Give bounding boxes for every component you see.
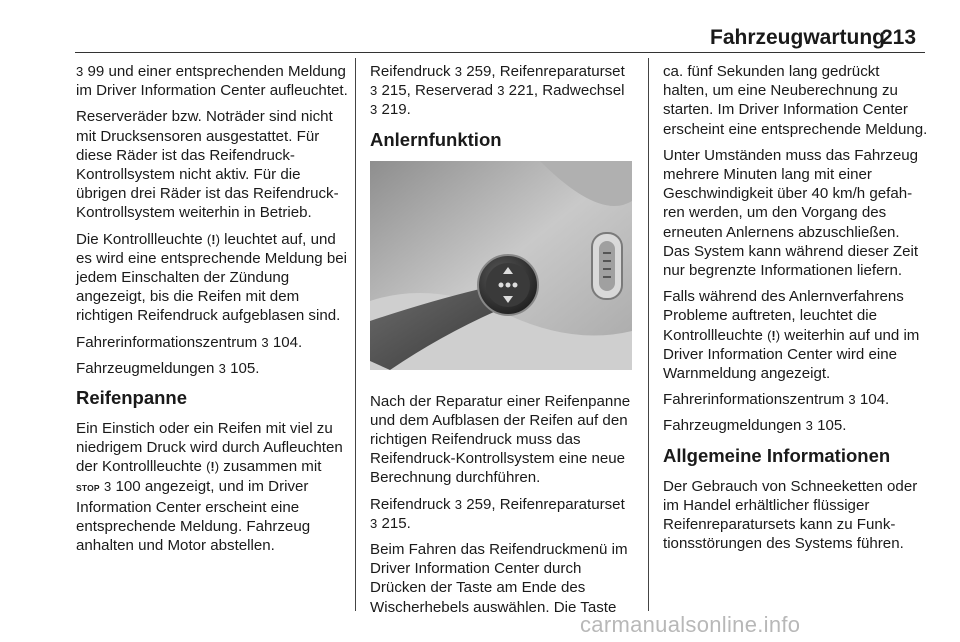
page-reference[interactable]: 259 [466,63,492,80]
page-reference-icon: 3 [104,478,112,494]
paragraph: Reifendruck 3 259, Reifenreparaturset 3 215, Reserverad 3 221, Radwechsel 3 219. [370,63,625,119]
paragraph: Nach der Reparatur einer Reifenpanne und dem Aufblasen der Reifen auf den richtigen Reifendruck muss das Reifendruck-Kontrollsystem eine neue Berechnung durchführen. [370,392,631,487]
page-reference[interactable]: 259 [466,495,492,513]
page-reference-icon: 3 [261,334,269,350]
column-3 [663,62,928,560]
paragraph: Der Gebrauch von Schneeketten oder im Handel erhältlicher flüssiger Reifenreparatursets kann zu Funktionsstörungen des Systems führen. [663,477,918,553]
page-reference-icon: 3 [454,496,462,512]
page-reference[interactable]: 105. [230,359,260,377]
tyre-pressure-warning-icon: (!) [206,459,220,475]
paragraph: Falls während des Anlernverfahrens Probleme auftreten, leuchtet die Kontrollleuchte (!) weiterhin auf und im Driver Information Center wird eine Warnmeldung angezeigt. [663,288,920,383]
page-reference-icon: 3 [454,64,462,79]
header-divider [75,52,925,53]
page-header [0,0,960,58]
wiper-lever-photo [370,161,632,370]
section-heading: Reifenpanne [76,387,188,409]
paragraph: Reifendruck 3 259, Reifenreparaturset 3 215. [370,495,625,532]
paragraph: Fahrerinformationszentrum 3 104. [663,391,890,409]
paragraph: ca. fünf Sekunden lang gedrückt halten, um eine Neuberechnung zu starten. Im Driver Information Center erscheint eine entsprechende Meldung. [663,63,928,138]
column-divider-1 [355,58,356,611]
paragraph: Fahrzeugmeldungen 3 105. [76,359,260,377]
paragraph: Ein Einstich oder ein Reifen mit viel zu niedrigem Druck wird durch Aufleuchten der Kontrollleuchte (!) zusammen mit STOP 3 100 angezeigt, und im Driver Information Center erscheint eine entsprechende Meldung. Fahrzeug anhalten und Motor abstellen. [76,420,343,555]
paragraph: Fahrzeugmeldungen 3 105. [663,417,847,435]
page-reference-icon: 3 [76,64,84,79]
page-reference[interactable]: 219. [381,101,411,119]
section-heading: Anlernfunktion [370,128,502,150]
watermark: carmanualsonline.info [580,612,801,637]
page-reference[interactable]: 99 [87,63,105,80]
page-reference-icon: 3 [848,392,856,408]
page-reference[interactable]: 221 [508,82,534,100]
stop-icon: STOP [76,482,100,493]
page-reference-icon: 3 [805,418,813,434]
paragraph: Die Kontrollleuchte (!) leuchtet auf, und es wird eine entsprechende Meldung bei jedem Einschalten der Zündung angezeigt, bis die Reifen mit dem richtigen Reifendruck aufgeblasen sind. [76,230,348,325]
page-reference[interactable]: 105. [817,417,847,435]
column-2 [370,62,635,624]
page-reference[interactable]: 215. [381,514,411,532]
page-number: 213 [881,26,917,49]
paragraph: Reserveräder bzw. Noträder sind nicht mit Drucksensoren ausgestattet. Für diese Räder ist das Reifendruck-Kontrollsystem nicht aktiv. Für die übrigen drei Räder ist das Reifendruck-Kontrollsystem weiterhin in Betrieb. [76,108,339,222]
paragraph: Beim Fahren das Reifendruckmenü im Driver Information Center durch Drücken der Taste am Ende des Wischerhebels auswählen. Die Taste [370,541,628,616]
page-reference[interactable]: 104. [272,333,303,351]
tyre-pressure-warning-icon: (!) [767,327,781,343]
page-reference[interactable]: 100 [115,477,141,495]
page-reference-icon: 3 [370,515,378,531]
page-reference[interactable]: 215 [381,82,407,100]
page-reference[interactable]: 104. [859,391,890,409]
paragraph: Fahrerinformationszentrum 3 104. [76,333,303,351]
paragraph: Unter Umständen muss das Fahrzeug mehrere Minuten lang mit einer Geschwindigkeit über 40 km/h gefahren werden, um den Vorgang des erneuten Anlernens abzuschließen. Das System kann während dieser Zeit nur begrenzte Informationen liefern. [663,146,919,280]
page-reference-icon: 3 [370,83,378,99]
page-title: Fahrzeugwartung [710,26,886,49]
page-reference-icon: 3 [218,360,226,376]
paragraph: 3 99 und einer entsprechenden Meldung im Driver Information Center aufleuchtet. [76,63,348,100]
page-reference-icon: 3 [497,83,505,99]
column-1 [76,62,348,562]
page-reference-icon: 3 [370,102,378,118]
section-heading: Allgemeine Informationen [663,444,891,466]
column-divider-2 [648,58,649,611]
tyre-pressure-warning-icon: (!) [206,231,220,247]
